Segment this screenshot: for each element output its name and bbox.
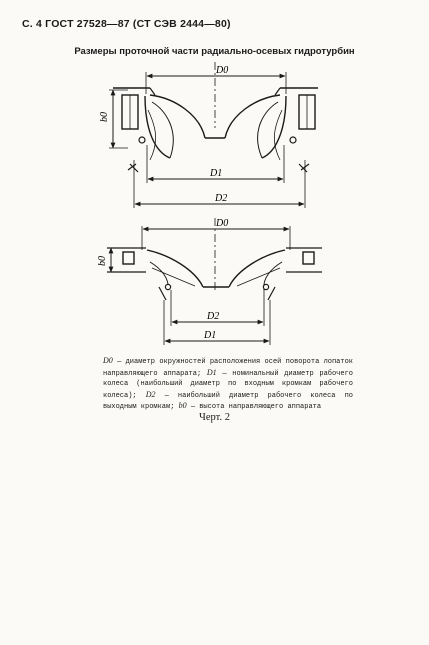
bottom-d1-label: D1 (204, 330, 217, 341)
legend-definition: — наибольший диаметр рабочего колеса по выходным кромкам; (103, 391, 353, 411)
legend-definition: — высота направляющего аппарата (186, 403, 322, 411)
legend-symbol: D0 (103, 356, 113, 365)
figure-caption: Черт. 2 (199, 412, 230, 423)
top-b0-label: b0 (99, 112, 110, 122)
bottom-d0-label: D0 (216, 218, 229, 229)
top-d2-label: D2 (215, 193, 228, 204)
legend-symbol: D1 (206, 367, 217, 377)
legend-definition: — диаметр окружностей расположения осей поворота лопаток направляющего аппарата; (103, 358, 353, 378)
bottom-diagram (107, 218, 322, 345)
bottom-d2-label: D2 (207, 311, 220, 322)
legend-symbol: b0 (178, 401, 187, 410)
figure-title: Размеры проточной части радиально-осевых гидротурбин (74, 46, 355, 57)
page-header: С. 4 ГОСТ 27528—87 (СТ СЭВ 2444—80) (22, 18, 231, 30)
top-d0-label: D0 (216, 65, 229, 76)
legend-text (103, 356, 353, 413)
legend-definition: — номинальный диаметр рабочего колеса (наибольший диаметр по входным кромкам рабочего колеса); (103, 369, 353, 400)
top-diagram (109, 62, 318, 208)
top-d1-label: D1 (210, 168, 223, 179)
legend-symbol: D2 (145, 389, 156, 399)
bottom-b0-label: b0 (97, 256, 108, 266)
